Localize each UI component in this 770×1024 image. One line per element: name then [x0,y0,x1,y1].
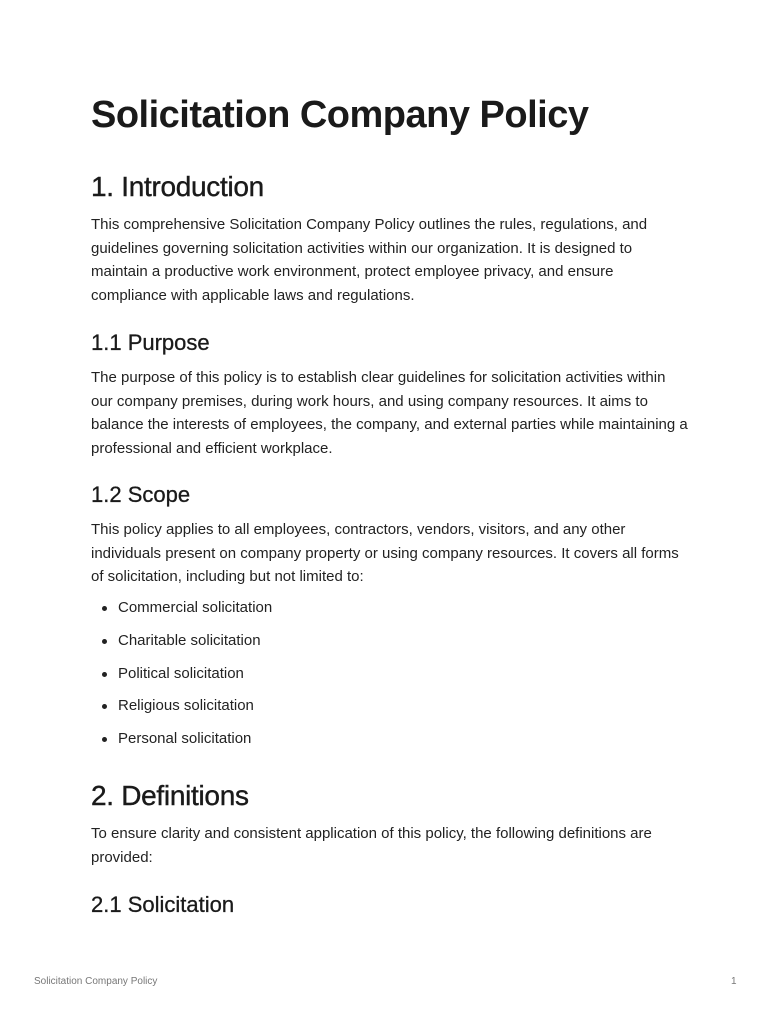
heading-solicitation: 2.1 Solicitation [91,892,235,917]
bullet-icon [102,704,107,709]
list-item [91,596,272,629]
heading-introduction: 1. Introduction [91,171,264,202]
list-item-label: Religious solicitation [118,697,254,715]
paragraph-purpose: The purpose of this policy is to establish clear guidelines for solicitation activities within our company premises, during work hours, and using company resources. It aims to balance the interests of employees, the company, and external parties while maintaining a professional and efficient workplace. [91,369,688,457]
heading-purpose: 1.1 Purpose [91,330,210,355]
heading-definitions: 2. Definitions [91,780,249,811]
list-item [91,629,272,662]
bullet-icon [102,672,107,677]
list-item-label: Personal solicitation [118,730,252,748]
bullet-icon [102,737,107,742]
document-title: Solicitation Company Policy [91,94,589,136]
paragraph-scope: This policy applies to all employees, contractors, vendors, visitors, and any other individuals present on company property or using company resources. It covers all forms of solicitation, including but not limited to: [91,521,679,585]
paragraph-definitions: To ensure clarity and consistent application of this policy, the following definitions are provided: [91,825,652,866]
footer-title: Solicitation Company Policy [34,976,158,987]
list-item-label: Political solicitation [118,664,244,682]
solicitation-types-list [91,596,272,760]
list-item-label: Charitable solicitation [118,631,261,649]
page-number: 1 [731,976,737,987]
list-item [91,727,272,760]
list-item [91,694,272,727]
heading-scope: 1.2 Scope [91,482,191,507]
bullet-icon [102,606,107,611]
list-item [91,662,272,695]
bullet-icon [102,639,107,644]
paragraph-introduction: This comprehensive Solicitation Company Policy outlines the rules, regulations, and guidelines governing solicitation activities within our organization. It is designed to maintain a productive work environment, protect employee privacy, and ensure compliance with applicable laws and regulations. [91,216,648,304]
list-item-label: Commercial solicitation [118,599,273,616]
